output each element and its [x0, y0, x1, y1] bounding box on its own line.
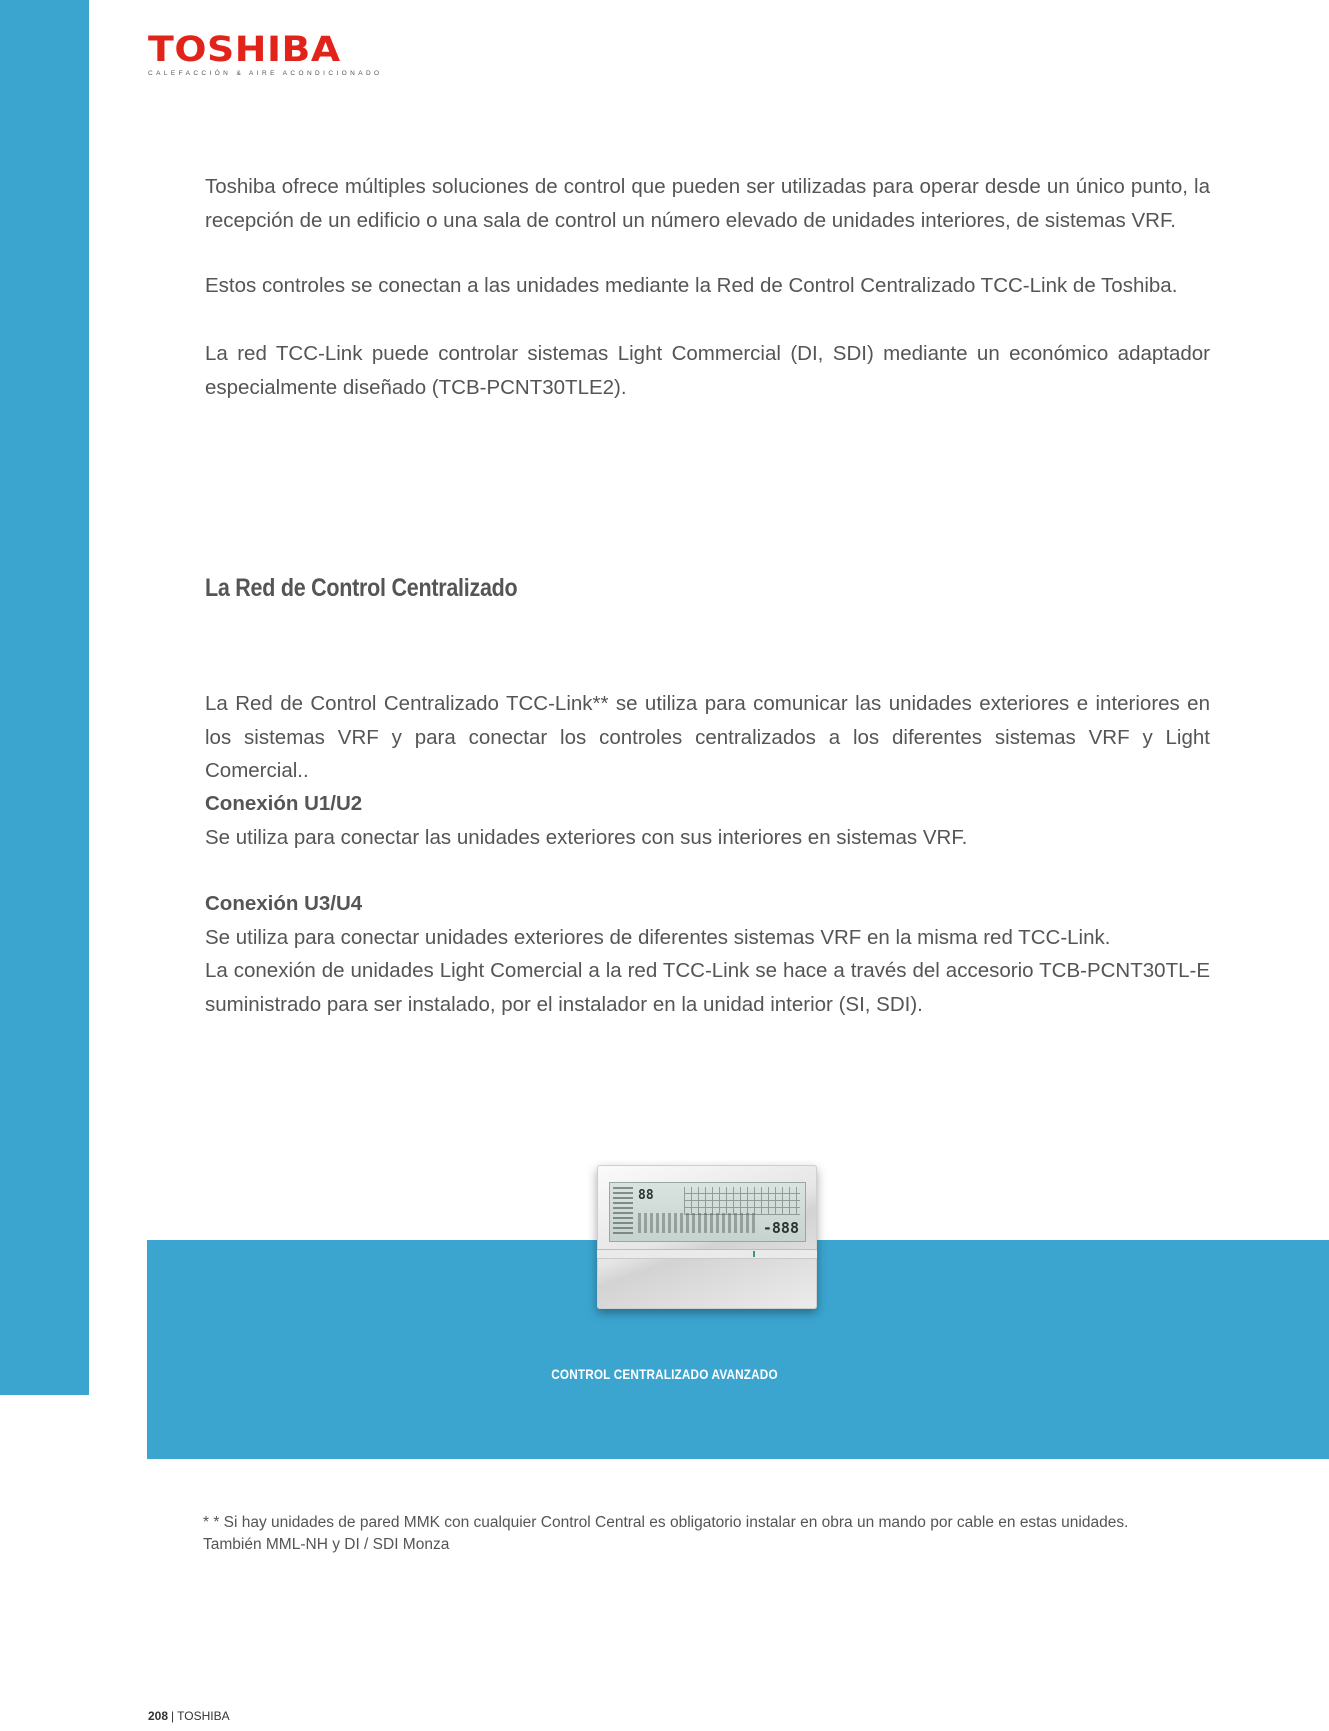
- footer-brand: TOSHIBA: [177, 1709, 230, 1723]
- u3u4-text-1: Se utiliza para conectar unidades exteriores de diferentes sistemas VRF en la misma red TCC-Link.: [205, 925, 1111, 949]
- lcd-status-segments: [638, 1213, 758, 1233]
- u3u4-text-2: La conexión de unidades Light Comercial a la red TCC-Link se hace a través del accesorio TCB-PCNT30TL-E suministrado para ser instalado, por el instalador en la unidad interior (SI, SDI).: [205, 959, 1210, 1016]
- footnote-line-2: También MML-NH y DI / SDI Monza: [203, 1536, 450, 1553]
- page-number: 208: [148, 1709, 169, 1723]
- left-accent-bar: [0, 0, 89, 1395]
- controller-button-strip: [597, 1249, 817, 1259]
- u1u2-text: Se utiliza para conectar las unidades exteriores con sus interiores en sistemas VRF.: [205, 825, 968, 849]
- lcd-right-digits: -888: [762, 1219, 799, 1237]
- page-footer: [148, 1709, 230, 1723]
- u3u4-title: Conexión U3/U4: [205, 892, 363, 915]
- lcd-zone-grid: [684, 1187, 800, 1215]
- controller-led: [753, 1251, 755, 1257]
- toshiba-logo: [148, 30, 383, 77]
- connection-u1u2: [205, 787, 1210, 854]
- central-controller-image: [597, 1165, 817, 1309]
- product-caption: CONTROL CENTRALIZADO AVANZADO: [551, 1366, 778, 1382]
- controller-lcd-screen: [609, 1182, 806, 1242]
- logo-wordmark: TOSHIBA: [148, 30, 341, 70]
- u1u2-title: Conexión U1/U2: [205, 792, 363, 815]
- footnote-line-1: * * Si hay unidades de pared MMK con cualquier Control Central es obligatorio instalar en obra un mando por cable en estas unidades.: [203, 1514, 1129, 1531]
- logo-tagline: CALEFACCIÓN & AIRE ACONDICIONADO: [148, 70, 383, 77]
- lcd-left-segments: [613, 1186, 633, 1234]
- intro-paragraph-1: Toshiba ofrece múltiples soluciones de control que pueden ser utilizadas para operar desde un único punto, la recepción de un edificio o una sala de control un número elevado de unidades interiores, de sistemas VRF.: [205, 175, 1210, 232]
- intro-paragraph-3: La red TCC-Link puede controlar sistemas Light Commercial (DI, SDI) mediante un económico adaptador especialmente diseñado (TCB-PCNT30TLE2).: [205, 342, 1210, 399]
- section-paragraph: La Red de Control Centralizado TCC-Link** se utiliza para comunicar las unidades exteriores e interiores en los sistemas VRF y para conectar los controles centralizados a los diferentes sistemas VRF y Light Comercial..: [205, 692, 1210, 782]
- footnote: [203, 1512, 1163, 1556]
- connection-u3u4: [205, 887, 1210, 1021]
- lcd-left-digits: 88: [638, 1188, 654, 1203]
- footer-separator: |: [171, 1709, 175, 1723]
- intro-paragraph-2: Estos controles se conectan a las unidades mediante la Red de Control Centralizado TCC-Link de Toshiba.: [205, 274, 1178, 297]
- section-heading: La Red de Control Centralizado: [205, 574, 518, 602]
